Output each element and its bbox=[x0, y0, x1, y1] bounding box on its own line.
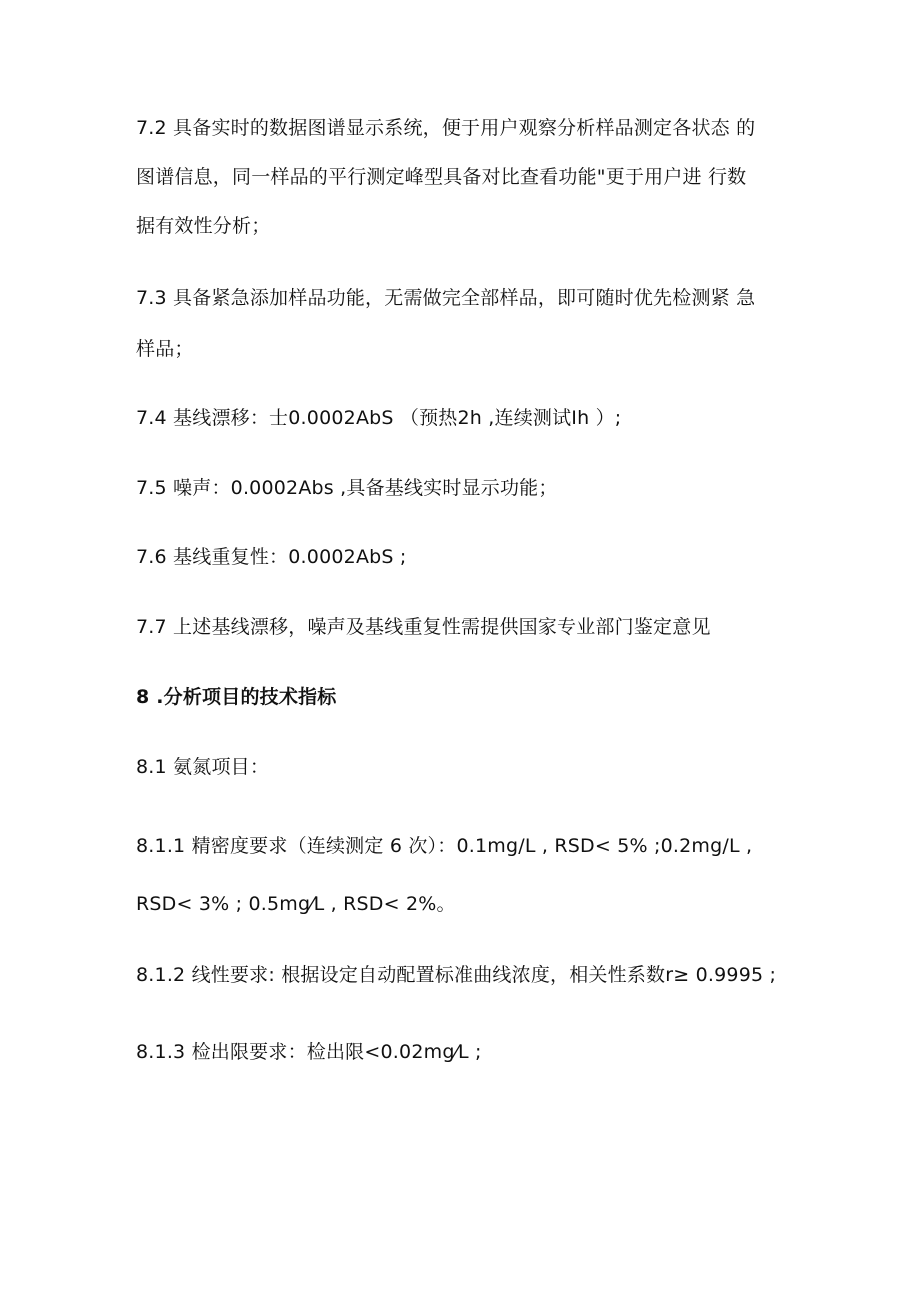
item-7-2-line-2: 图谱信息，同一样品的平行测定峰型具备对比查看功能"更于用户进 行数 bbox=[136, 166, 747, 188]
item-8-1-1-line-2: RSD< 3% ; 0.5mg⁄L , RSD< 2%。 bbox=[136, 893, 456, 915]
item-8-1-1-line-1: 8.1.1 精密度要求（连续测定 6 次）：0.1mg/L , RSD< 5% ;0.2mg/L , bbox=[136, 835, 753, 857]
item-7-2-line-3: 据有效性分析； bbox=[136, 215, 271, 237]
item-8-1-3: 8.1.3 检出限要求：检出限<0.02mg⁄L ; bbox=[136, 1041, 482, 1063]
item-7-6: 7.6 基线重复性：0.0002AbS ; bbox=[136, 546, 407, 568]
item-7-5: 7.5 噪声：0.0002Abs ,具备基线实时显示功能； bbox=[136, 477, 558, 499]
item-8-1-2: 8.1.2 线性要求: 根据设定自动配置标准曲线浓度，相关性系数r≥ 0.9995 ; bbox=[136, 964, 777, 986]
item-8-1: 8.1 氨氮项目： bbox=[136, 756, 270, 778]
item-7-2-line-1: 7.2 具备实时的数据图谱显示系统，便于用户观察分析样品测定各状态 的 bbox=[136, 117, 756, 139]
item-7-3-line-1: 7.3 具备紧急添加样品功能，无需做完全部样品，即可随时优先检测紧 急 bbox=[136, 287, 756, 309]
item-7-3-line-2: 样品； bbox=[136, 338, 194, 360]
section-8-heading: 8 .分析项目的技术指标 bbox=[136, 686, 337, 708]
item-7-4: 7.4 基线漂移：士0.0002AbS （预热2h ,连续测试Ih ）; bbox=[136, 407, 622, 429]
item-7-7: 7.7 上述基线漂移，噪声及基线重复性需提供国家专业部门鉴定意见 bbox=[136, 616, 711, 638]
